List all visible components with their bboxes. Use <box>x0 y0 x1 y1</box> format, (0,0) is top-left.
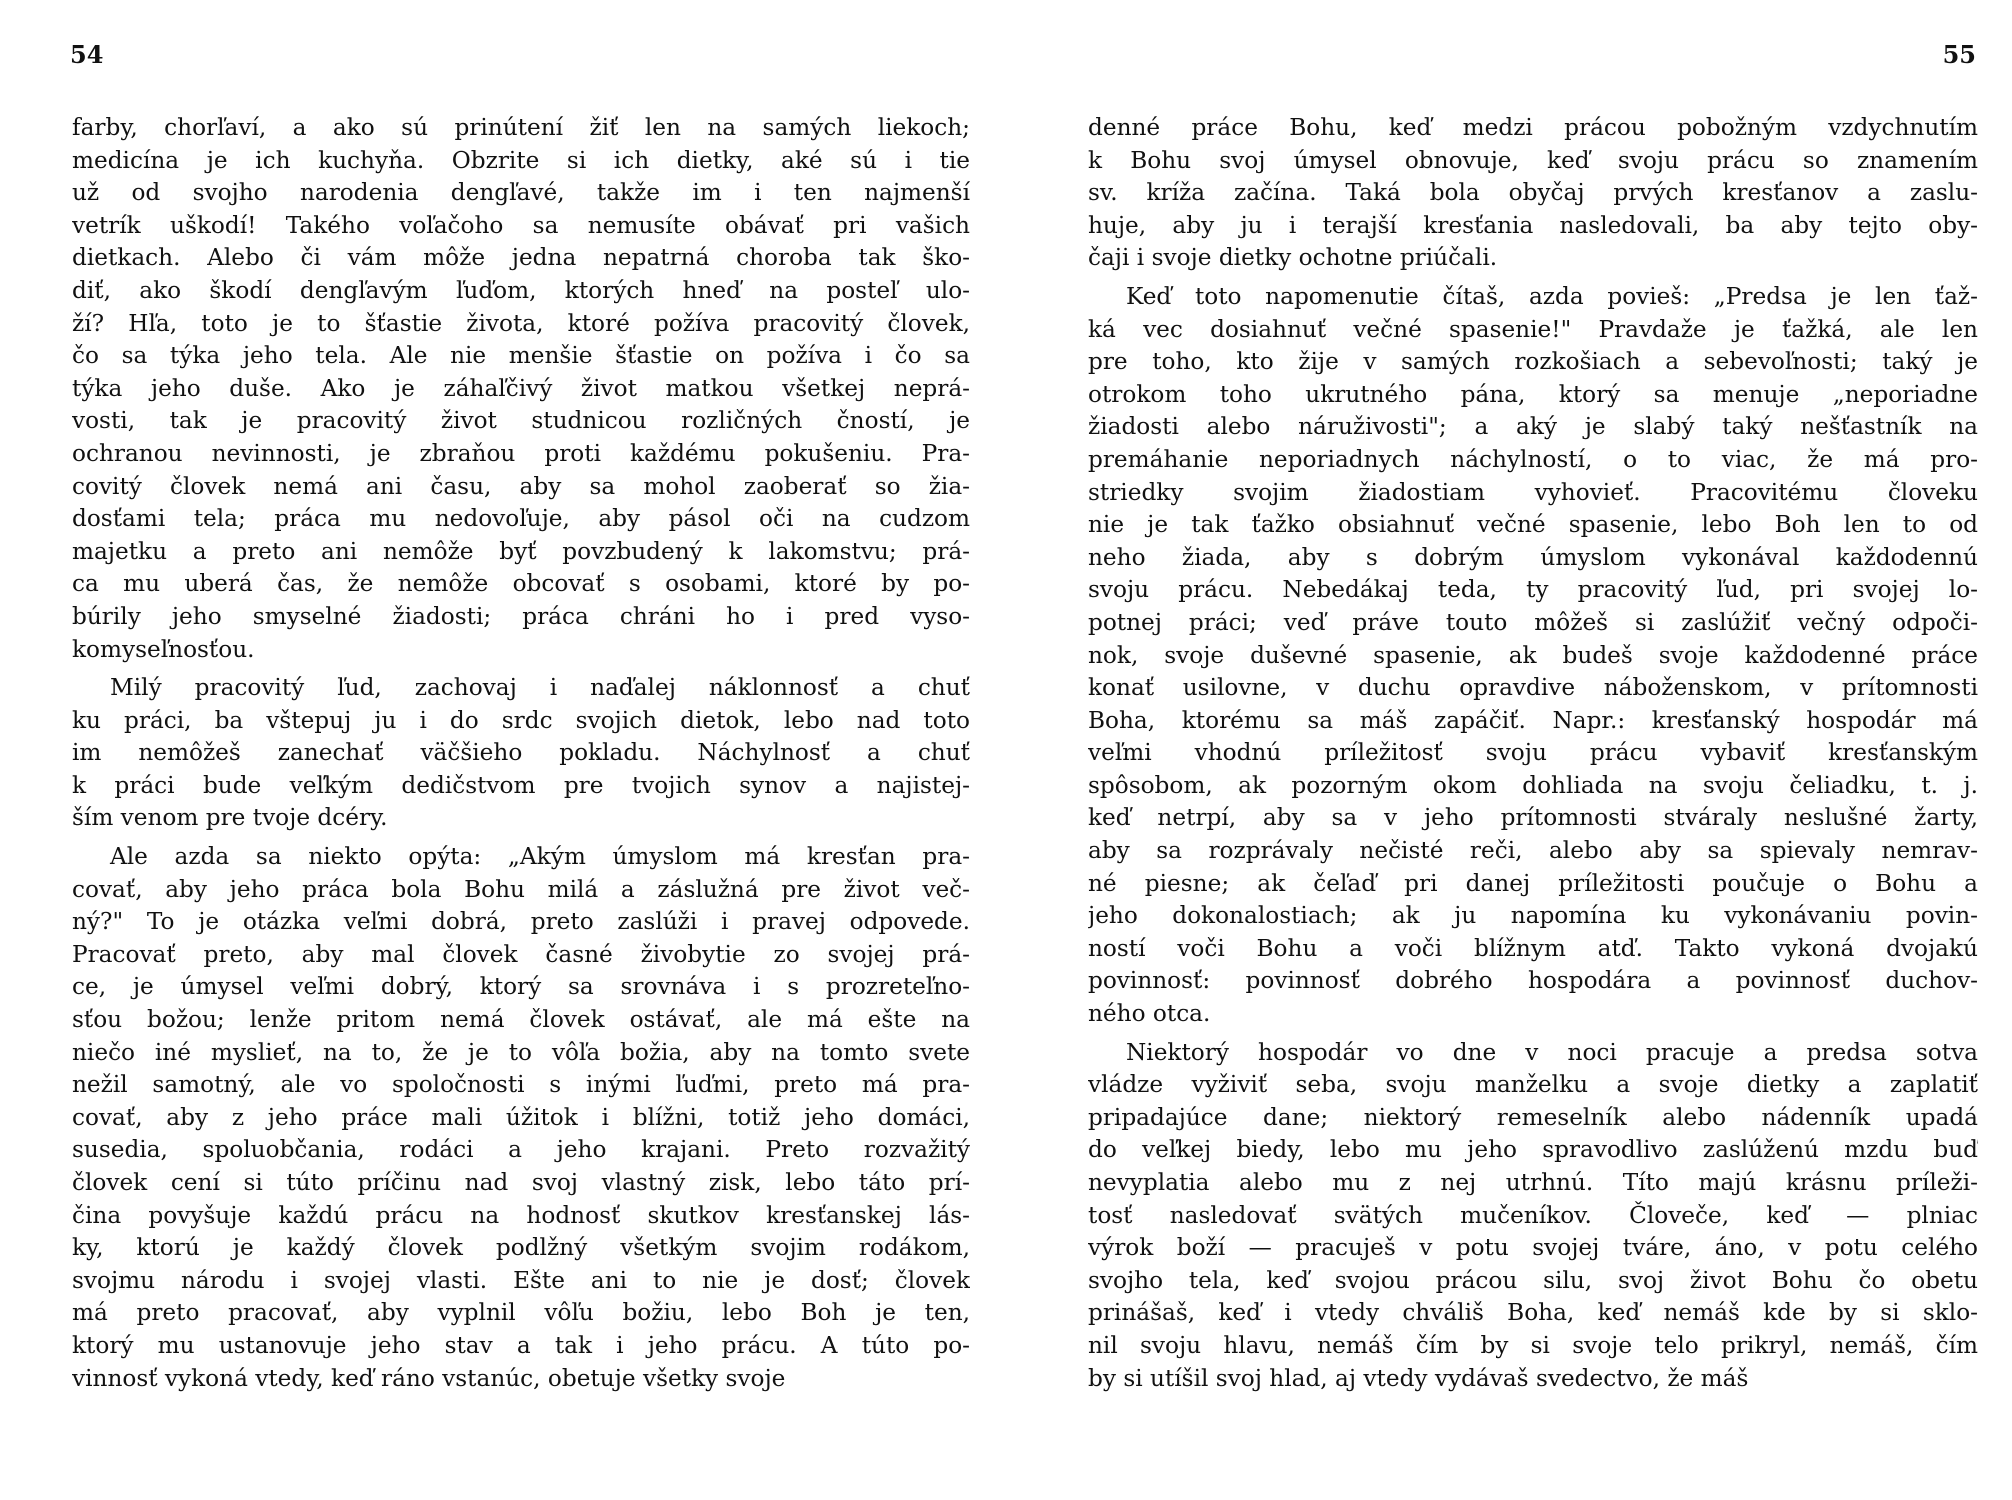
left-page-text-line: sťou božou; lenže pritom nemá človek ostávať, ale má ešte na <box>72 1006 970 1034</box>
right-page-text-line: do veľkej biedy, lebo mu jeho spravodlivo zaslúženú mzdu buď <box>1088 1136 1978 1164</box>
right-page-text-line: by si utíšil svoj hlad, aj vtedy vydávaš svedectvo, že máš <box>1088 1364 1749 1392</box>
right-page-text-line: Keď toto napomenutie čítaš, azda povieš: „Predsa je len ťaž- <box>1126 282 1978 310</box>
right-page-text-line: veľmi vhodnú príležitosť svoju prácu vybaviť kresťanským <box>1088 739 1978 767</box>
left-page-text-line: ky, ktorú je každý človek podlžný všetkým svojim rodákom, <box>72 1234 970 1262</box>
right-page-text-line: pripadajúce dane; niektorý remeselník alebo nádenník upadá <box>1088 1103 1978 1131</box>
left-page-text-line: im nemôžeš zanechať väčšieho pokladu. Náchylnosť a chuť <box>72 739 970 767</box>
right-page-text-line: výrok boží — pracuješ v potu svojej tváre, áno, v potu celého <box>1088 1234 1978 1262</box>
left-page-text-line: dosťami tela; práca mu nedovoľuje, aby pásol oči na cudzom <box>72 505 970 533</box>
left-page-text-line: ný?" To je otázka veľmi dobrá, preto zaslúži i pravej odpovede. <box>72 908 970 936</box>
right-page-text-line: nok, svoje duševné spasenie, ak budeš svoje každodenné práce <box>1088 641 1978 669</box>
left-page-text-line: majetku a preto ani nemôže byť povzbudený k lakomstvu; prá- <box>72 537 970 565</box>
left-page-text-line: nežil samotný, ale vo spoločnosti s inými ľuďmi, preto má pra- <box>72 1071 970 1099</box>
left-page-text-line: ca mu uberá čas, že nemôže obcovať s osobami, ktoré by po- <box>72 570 970 598</box>
right-page-text-line: ností voči Bohu a voči blížnym atď. Takto vykoná dvojakú <box>1088 934 1978 962</box>
left-page-paragraph <box>72 672 970 835</box>
left-page-text-line: Milý pracovitý ľud, zachovaj i naďalej náklonnosť a chuť <box>110 674 970 702</box>
left-page-paragraph <box>72 841 970 1395</box>
left-page-text-line: medicína je ich kuchyňa. Obzrite si ich dietky, aké sú i tie <box>72 146 970 174</box>
right-page-text-line: Boha, ktorému sa máš zapáčiť. Napr.: kresťanský hospodár má <box>1088 706 1978 734</box>
left-page-text-line: už od svojho narodenia dengľavé, takže im i ten najmenší <box>72 179 970 207</box>
left-page-text <box>72 112 970 1401</box>
right-page-text-line: svoju prácu. Nebedákaj teda, ty pracovitý ľud, pri svojej lo- <box>1088 576 1978 604</box>
right-page-text-line: Niektorý hospodár vo dne v noci pracuje a predsa sotva <box>1126 1038 1978 1066</box>
right-page-text-line: aby sa rozprávaly nečisté reči, alebo aby sa spievaly nemrav- <box>1088 837 1978 865</box>
left-page-text-line: ším venom pre tvoje dcéry. <box>72 804 388 832</box>
right-page-text-line: ného otca. <box>1088 1000 1211 1028</box>
left-page-text-line: covať, aby jeho práca bola Bohu milá a záslužná pre život več- <box>72 875 970 903</box>
left-page-text-line: dietkach. Alebo či vám môže jedna nepatrná choroba tak ško- <box>72 244 970 272</box>
right-page-text-line: striedky svojim žiadostiam vyhovieť. Pracovitému človeku <box>1088 478 1978 506</box>
left-page-text-line: týka jeho duše. Ako je záhaľčivý život matkou všetkej neprá- <box>72 374 970 402</box>
right-page-text-line: k Bohu svoj úmysel obnovuje, keď svoju prácu so znamením <box>1088 146 1978 174</box>
right-page-text-line: potnej práci; veď práve touto môžeš si zaslúžiť večný odpoči- <box>1088 608 1978 636</box>
left-page-text-line: Pracovať preto, aby mal človek časné živobytie zo svojej prá- <box>72 940 970 968</box>
left-page-text-line: búrily jeho smyselné žiadosti; práca chráni ho i pred vyso- <box>72 602 970 630</box>
left-page-text-line: čo sa týka jeho tela. Ale nie menšie šťastie on požíva i čo sa <box>72 342 970 370</box>
right-page-text-line: nie je tak ťažko obsiahnuť večné spasenie, lebo Boh len to od <box>1088 511 1978 539</box>
right-page-text-line: sv. kríža začína. Taká bola obyčaj prvých kresťanov a zaslu- <box>1088 179 1978 207</box>
right-page-text-line: povinnosť: povinnosť dobrého hospodára a povinnosť duchov- <box>1088 967 1978 995</box>
left-page-text-line: ochranou nevinnosti, je zbraňou proti každému pokušeniu. Pra- <box>72 439 970 467</box>
left-page-text-line: vinnosť vykoná vtedy, keď ráno vstanúc, obetuje všetky svoje <box>72 1364 786 1392</box>
left-page-text-line: ktorý mu ustanovuje jeho stav a tak i jeho prácu. A túto po- <box>72 1331 970 1359</box>
right-page-text-line: jeho dokonalostiach; ak ju napomína ku vykonávaniu povin- <box>1088 902 1978 930</box>
page-number-right: 55 <box>1942 40 1976 69</box>
left-page-text-line: covitý človek nemá ani času, aby sa mohol zaoberať so žia- <box>72 472 970 500</box>
left-page-paragraph <box>72 112 970 666</box>
left-page-text-line: farby, chorľaví, a ako sú prinútení žiť len na samých liekoch; <box>72 114 970 141</box>
left-page-text-line: covať, aby z jeho práce mali úžitok i blížni, totiž jeho domáci, <box>72 1103 970 1131</box>
right-page-paragraph <box>1088 112 1978 275</box>
left-page-text-line: vetrík uškodí! Takého voľačoho sa nemusíte obávať pri vašich <box>72 211 970 239</box>
page-number-left: 54 <box>70 40 104 69</box>
right-page-text-line: nevyplatia alebo mu z nej utrhnú. Títo majú krásnu príleži- <box>1088 1169 1978 1196</box>
right-page-text-line: spôsobom, ak pozorným okom dohliada na svoju čeliadku, t. j. <box>1088 771 1978 799</box>
right-page-text-line: svojho tela, keď svojou prácou silu, svoj život Bohu čo obetu <box>1088 1266 1978 1294</box>
left-page-text-line: ku práci, ba vštepuj ju i do srdc svojich dietok, lebo nad toto <box>72 706 970 734</box>
left-page-text-line: ží? Hľa, toto je to šťastie života, ktoré požíva pracovitý človek, <box>72 309 970 337</box>
right-page-text-line: konať usilovne, v duchu opravdive náboženskom, v prítomnosti <box>1088 674 1978 702</box>
left-page-text-line: susedia, spoluobčania, rodáci a jeho krajani. Preto rozvažitý <box>72 1136 970 1164</box>
right-page-text-line: premáhanie neporiadnych náchylností, o to viac, že má pro- <box>1088 445 1978 473</box>
right-page <box>1006 0 2012 1500</box>
right-page-text-line: keď netrpí, aby sa v jeho prítomnosti stváraly neslušné žarty, <box>1088 804 1978 832</box>
left-page-text-line: čina povyšuje každú prácu na hodnosť skutkov kresťanskej lás- <box>72 1201 970 1229</box>
left-page-text-line: niečo iné myslieť, na to, že je to vôľa božia, aby na tomto svete <box>72 1038 970 1066</box>
right-page-text <box>1088 112 1978 1401</box>
left-page-text-line: k práci bude veľkým dedičstvom pre tvojich synov a najistej- <box>72 771 970 799</box>
right-page-text-line: čaji i svoje dietky ochotne priúčali. <box>1088 244 1498 272</box>
left-page-text-line: človek cení si túto príčinu nad svoj vlastný zisk, lebo táto prí- <box>72 1169 970 1196</box>
right-page-paragraph <box>1088 1037 1978 1396</box>
right-page-text-line: tosť nasledovať svätých mučeníkov. Človeče, keď — plniac <box>1088 1201 1978 1229</box>
right-page-text-line: huje, aby ju i terajší kresťania nasledovali, ba aby tejto oby- <box>1088 211 1978 239</box>
left-page-text-line: komyseľnosťou. <box>72 635 255 663</box>
right-page-text-line: nil svoju hlavu, nemáš čím by si svoje telo prikryl, nemáš, čím <box>1088 1331 1978 1359</box>
right-page-paragraph <box>1088 281 1978 1031</box>
right-page-text-line: otrokom toho ukrutného pána, ktorý sa menuje „neporiadne <box>1088 380 1978 408</box>
right-page-text-line: denné práce Bohu, keď medzi prácou pobožným vzdychnutím <box>1088 114 1978 141</box>
left-page-text-line: vosti, tak je pracovitý život studnicou rozličných čností, je <box>72 407 970 435</box>
left-page-text-line: Ale azda sa niekto opýta: „Akým úmyslom má kresťan pra- <box>110 843 970 871</box>
right-page-text-line: neho žiada, aby s dobrým úmyslom vykonával každodennú <box>1088 543 1978 571</box>
right-page-text-line: žiadosti alebo náruživosti"; a aký je slabý taký nešťastník na <box>1088 413 1978 441</box>
right-page-text-line: né piesne; ak čeľaď pri danej príležitosti poučuje o Bohu a <box>1088 869 1978 897</box>
right-page-text-line: vládze vyživiť seba, svoju manželku a svoje dietky a zaplatiť <box>1088 1071 1978 1099</box>
right-page-text-line: ká vec dosiahnuť večné spasenie!" Pravdaže je ťažká, ale len <box>1088 315 1978 343</box>
left-page-text-line: svojmu národu i svojej vlasti. Ešte ani to nie je dosť; človek <box>72 1266 970 1294</box>
left-page-text-line: ce, je úmysel veľmi dobrý, ktorý sa srovnáva i s prozreteľno- <box>72 973 970 1001</box>
right-page-text-line: prinášaš, keď i vtedy chváliš Boha, keď nemáš kde by si sklo- <box>1088 1299 1978 1327</box>
left-page-text-line: má preto pracovať, aby vyplnil vôľu božiu, lebo Boh je ten, <box>72 1299 970 1327</box>
right-page-text-line: pre toho, kto žije v samých rozkošiach a sebevoľnosti; taký je <box>1088 348 1978 376</box>
left-page-text-line: diť, ako škodí dengľavým ľuďom, ktorých hneď na posteľ ulo- <box>72 276 970 304</box>
